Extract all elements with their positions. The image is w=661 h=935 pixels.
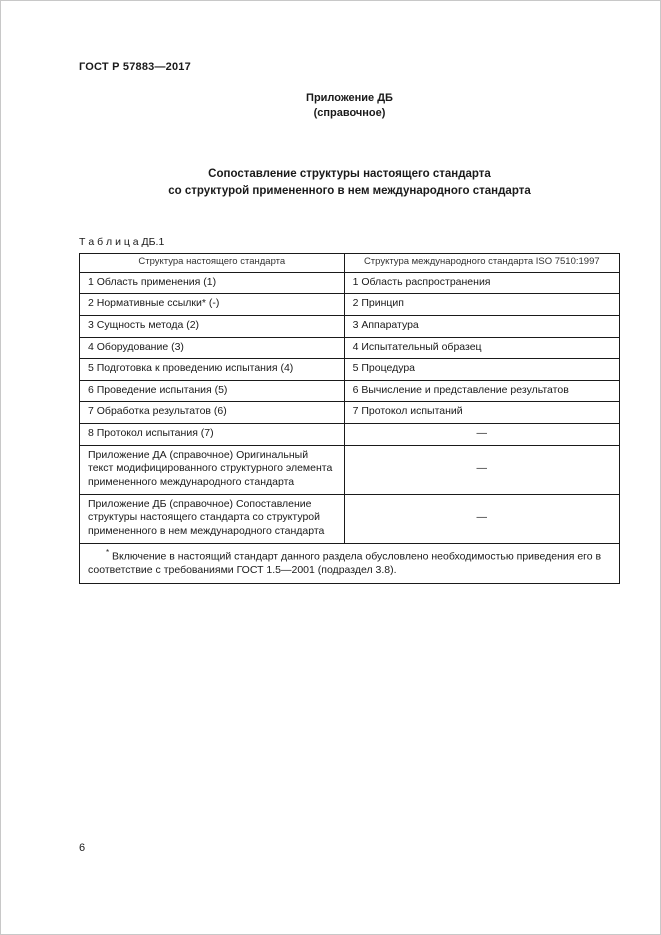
table-row bbox=[80, 380, 620, 402]
comparison-table bbox=[79, 253, 620, 584]
table-cell: 1 Область применения (1) bbox=[80, 272, 345, 294]
table-cell: 6 Вычисление и представление результатов bbox=[344, 380, 619, 402]
table-row bbox=[80, 359, 620, 381]
table-cell: 4 Испытательный образец bbox=[344, 337, 619, 359]
document-title bbox=[79, 166, 620, 201]
table-cell: 4 Оборудование (3) bbox=[80, 337, 345, 359]
document-title-line1: Сопоставление структуры настоящего стандарта bbox=[208, 167, 491, 180]
table-cell: 2 Принцип bbox=[344, 294, 619, 316]
table-row bbox=[80, 315, 620, 337]
table-row bbox=[80, 272, 620, 294]
table-cell: 2 Нормативные ссылки* (-) bbox=[80, 294, 345, 316]
table-cell: 6 Проведение испытания (5) bbox=[80, 380, 345, 402]
document-title-line2: со структурой примененного в нем международного стандарта bbox=[168, 185, 531, 198]
table-cell: 1 Область распространения bbox=[344, 272, 619, 294]
appendix-heading bbox=[79, 91, 620, 122]
table-footnote bbox=[80, 543, 620, 584]
table-row bbox=[80, 402, 620, 424]
table-cell: — bbox=[344, 494, 619, 543]
page-number: 6 bbox=[79, 842, 86, 854]
table-row bbox=[80, 337, 620, 359]
table-cell: 5 Подготовка к проведению испытания (4) bbox=[80, 359, 345, 381]
table-cell: — bbox=[344, 424, 619, 446]
footnote-text: Включение в настоящий стандарт данного раздела обусловлено необходимостью приведения его в соответствие с требованиями ГОСТ 1.5—2001 (подраздел 3.8). bbox=[88, 550, 602, 576]
table-cell: Приложение ДБ (справочное) Сопоставление структуры настоящего стандарта со структурой примененного в нем международного стандарта bbox=[80, 494, 345, 543]
table-cell: — bbox=[344, 445, 619, 494]
document-number: ГОСТ Р 57883—2017 bbox=[79, 61, 191, 73]
table-cell: Приложение ДА (справочное) Оригинальный текст модифицированного структурного элемента примененного международного стандарта bbox=[80, 445, 345, 494]
table-cell: 3 Сущность метода (2) bbox=[80, 315, 345, 337]
table-footnote-row bbox=[80, 543, 620, 584]
table-header-cell-right: Структура международного стандарта ISO 7510:1997 bbox=[344, 254, 619, 272]
table-footer bbox=[80, 543, 620, 584]
appendix-type: (справочное) bbox=[313, 107, 386, 120]
table-header-cell-left: Структура настоящего стандарта bbox=[80, 254, 345, 272]
table-header bbox=[80, 254, 620, 272]
table-cell: 7 Протокол испытаний bbox=[344, 402, 619, 424]
table-row bbox=[80, 294, 620, 316]
table-caption: Т а б л и ц а ДБ.1 bbox=[79, 236, 165, 249]
table-row bbox=[80, 445, 620, 494]
comparison-table-body bbox=[80, 272, 620, 543]
table-cell: 5 Процедура bbox=[344, 359, 619, 381]
footnote-marker: * bbox=[106, 547, 110, 557]
table-row bbox=[80, 424, 620, 446]
table-cell: 3 Аппаратура bbox=[344, 315, 619, 337]
table-cell: 8 Протокол испытания (7) bbox=[80, 424, 345, 446]
table-cell: 7 Обработка результатов (6) bbox=[80, 402, 345, 424]
table-row bbox=[80, 494, 620, 543]
appendix-name: Приложение ДБ bbox=[306, 92, 393, 104]
